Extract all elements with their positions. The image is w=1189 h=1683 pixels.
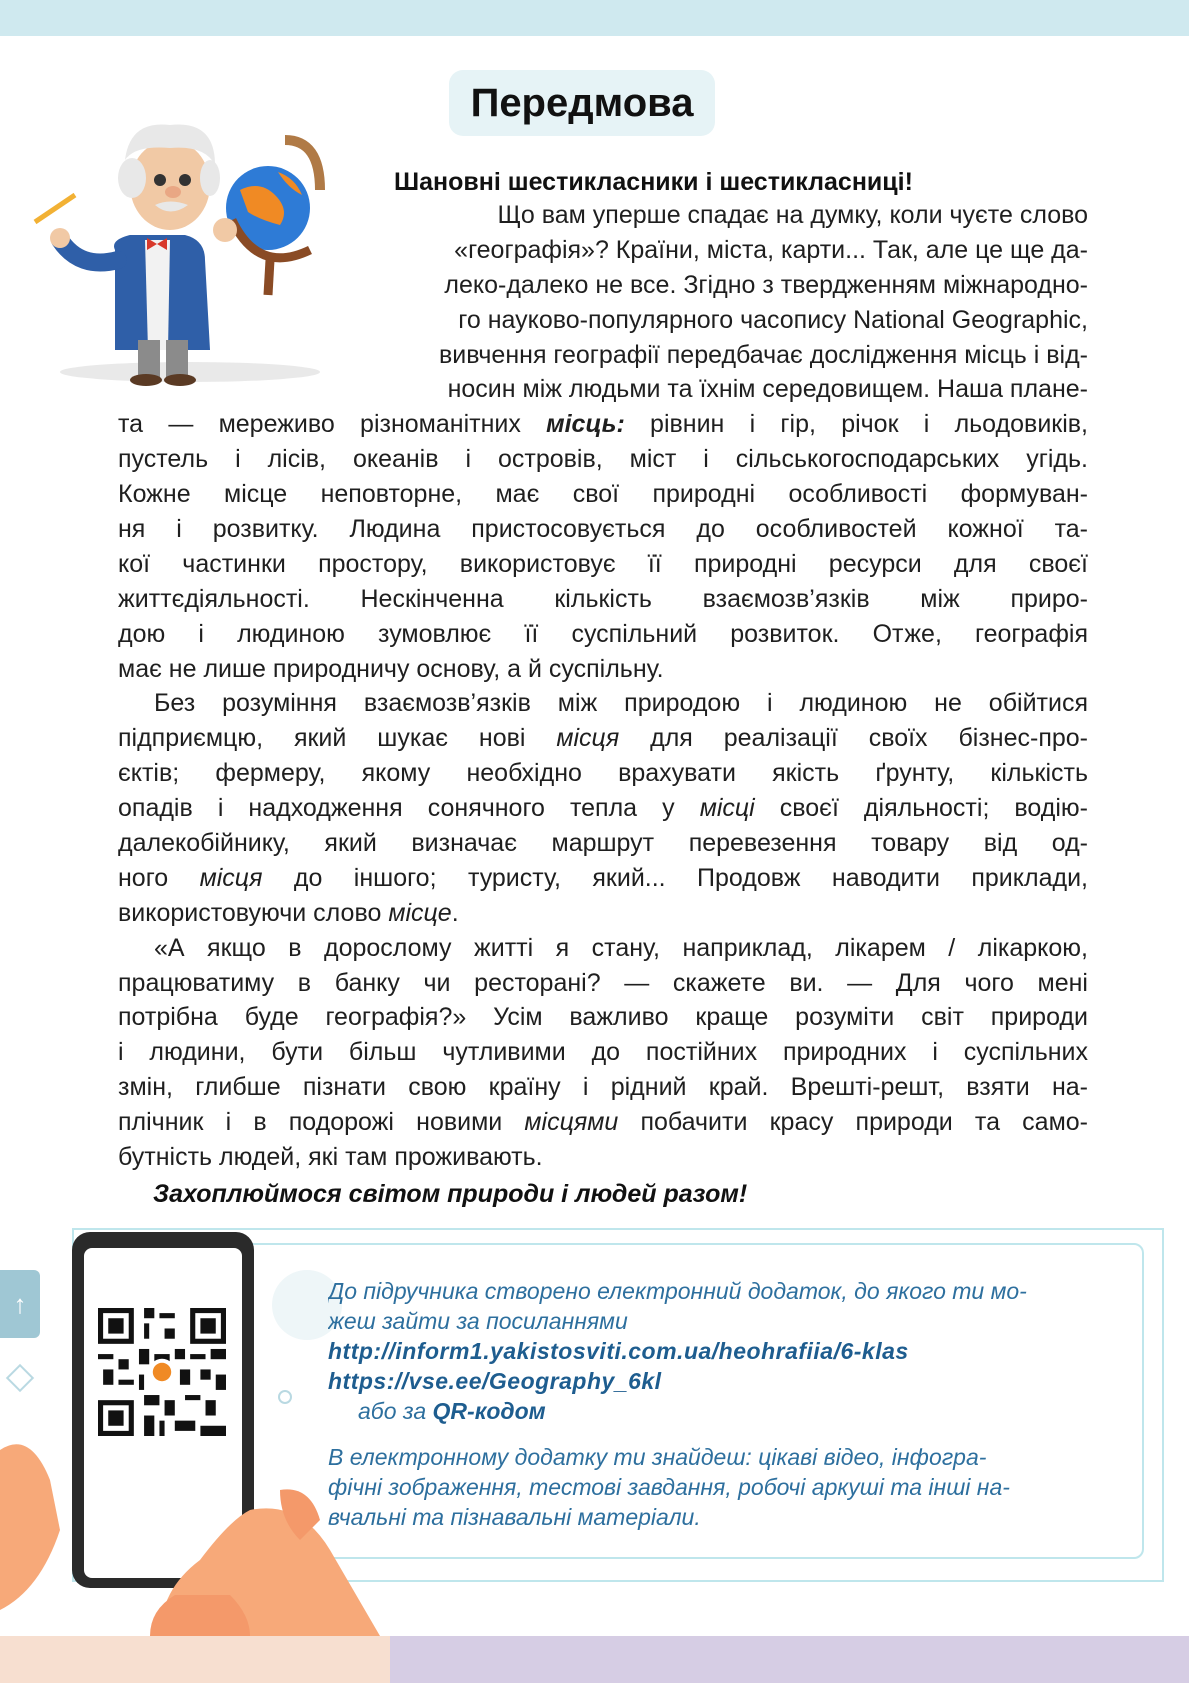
text-line: змін, глибше пізнати свою країну і рідний край. Врешті-решт, взяти на- (118, 1073, 1088, 1102)
text-line: Що вам уперше спадає на думку, коли чуєте слово (497, 201, 1088, 229)
info-line: жеш зайти за посиланнями (328, 1308, 628, 1334)
text-line: Кожне місце неповторне, має свої природні особливості формуван- (118, 480, 1088, 509)
text-line: «А якщо в дорослому житті я стану, наприклад, лікарем / лікаркою, (154, 933, 1088, 962)
text-run: плічник і в подорожі новими (118, 1108, 525, 1137)
bottom-band-left (0, 1636, 390, 1683)
text-line (118, 861, 1088, 896)
text-line: бутність людей, які там проживають. (118, 1143, 543, 1172)
text-line: кої частинки простору, використовує її природні ресурси для своєї (118, 549, 1088, 578)
text-run: рівнин і гір, річок і льодовиків, (624, 410, 1088, 439)
body-text (118, 198, 1088, 1175)
info-line: До підручника створено електронний додаток, до якого ти мо- (328, 1278, 1027, 1304)
closing-line: Захоплюймося світом природи і людей разом! (153, 1180, 748, 1208)
text-line: Без розуміння взаємозв’язків між природою і людиною не обійтися (154, 689, 1088, 718)
text-run: для реалізації своїх бізнес-про- (619, 724, 1088, 753)
text-line: життєдіяльності. Нескінченна кількість взаємозв’язків між приро- (118, 584, 1088, 613)
text-run: своєї діяльності; водію- (754, 794, 1088, 823)
text-run: . (451, 898, 459, 927)
text-line: потрібна буде географія?» Усім важливо краще розуміти світ природи (118, 1003, 1088, 1032)
emphasis: місце (388, 898, 452, 927)
diamond-icon (6, 1364, 34, 1392)
text-line: єктів; фермеру, якому необхідно врахувати якість ґрунту, кількість (118, 759, 1088, 788)
text-line: має не лише природничу основу, а й суспільну. (118, 654, 664, 683)
text-line (118, 721, 1088, 756)
text-line (118, 791, 1088, 826)
text-line (118, 407, 1088, 442)
emphasis: місцями (524, 1108, 619, 1137)
text-line: і людини, бути більш чутливими до постійних природних і суспільних (118, 1038, 1088, 1067)
qr-label: QR-кодом (432, 1398, 546, 1424)
top-band (0, 0, 1189, 36)
text-run: або за (358, 1398, 433, 1424)
link-vse-ee[interactable]: https://vse.ee/Geography_6kl (328, 1368, 662, 1394)
text-line: леко-далеко не все. Згідно з твердженням міжнародно- (444, 270, 1088, 299)
bottom-band (390, 1636, 1189, 1683)
hand-illustration (0, 1390, 420, 1636)
text-run: до іншого; туристу, який... Продовж наводити приклади, (262, 863, 1088, 892)
text-line: носин між людьми та їхнім середовищем. Наша плане- (447, 375, 1088, 404)
greeting: Шановні шестикласники і шестикласниці! (394, 168, 913, 196)
text-run: побачити красу природи та само- (618, 1108, 1088, 1137)
emphasis: місць: (546, 410, 625, 439)
emphasis: місця (199, 863, 263, 892)
emphasis: місці (699, 794, 755, 823)
text-run: використовуючи слово (118, 898, 389, 927)
info-line (328, 1396, 1108, 1426)
text-run: підприємцю, який шукає нові (118, 724, 557, 753)
text-run: опадів і надходження сонячного тепла у (118, 794, 700, 823)
up-arrow-icon: ↑ (0, 1270, 40, 1338)
text-line: го науково-популярного часопису National Geographic, (458, 305, 1088, 334)
text-line: «географія»? Країни, міста, карти... Так, але це ще да- (454, 235, 1088, 264)
text-line (118, 896, 1088, 931)
text-line: далекобійнику, який визначає маршрут перевезення товару від од- (118, 829, 1088, 858)
emphasis: місця (556, 724, 620, 753)
text-line: дою і людиною зумовлює її суспільний розвиток. Отже, географія (118, 619, 1088, 648)
text-line (118, 1105, 1088, 1140)
info-line: вчальні та пізнавальні матеріали. (328, 1504, 701, 1530)
text-line: ня і розвитку. Людина пристосовується до особливостей кожної та- (118, 515, 1088, 544)
page-title: Передмова (449, 70, 715, 136)
info-line: В електронному додатку ти знайдеш: цікаві відео, інфогра- (328, 1444, 987, 1470)
text-line: працюватиму в банку чи ресторані? — скажете ви. — Для чого мені (118, 968, 1088, 997)
info-text (328, 1276, 1108, 1532)
text-line: пустель і лісів, океанів і островів, міст і сільськогосподарських угідь. (118, 445, 1088, 474)
link-inform1[interactable]: http://inform1.yakistosviti.com.ua/heohrafiia/6-klas (328, 1338, 909, 1364)
text-run: ного (118, 863, 200, 892)
info-line: фічні зображення, тестові завдання, робочі аркуші та інші на- (328, 1474, 1010, 1500)
text-run: та — мереживо різноманітних (118, 410, 547, 439)
text-line: вивчення географії передбачає дослідження місць і від- (439, 340, 1088, 369)
